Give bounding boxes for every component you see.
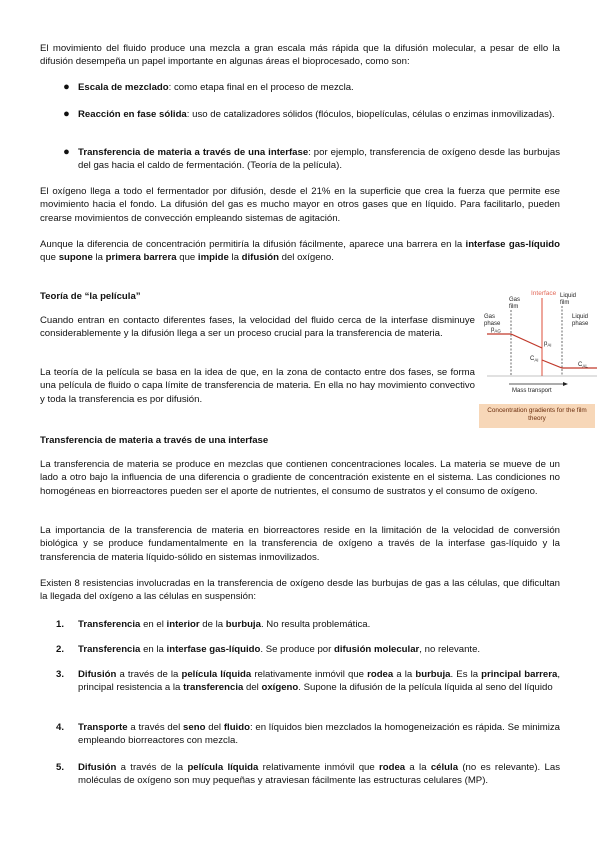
gas-phase-label-1: Gas	[484, 314, 496, 320]
bullet-item-mixing-scale: Escala de mezclado: como etapa final en el proceso de mezcla.	[78, 82, 354, 93]
transfer-paragraph-2: La importancia de la transferencia de materia en biorreactores reside en la limitación de la velocidad de conversión biológica y se produce fundamentalmente en la transferencia de oxígeno a través de la interfase gas-líquido y la transferencia de materia líquido-sólido en sistemas inmovilizados.	[40, 525, 560, 563]
film-paragraph-2: La teoría de la película se basa en la idea de que, en la zona de contacto entre dos fases, se forma una película de fluido o capa límite de transferencia de materia. En ella no hay movimiento convectivo y toda la transferencia es por difusión.	[40, 367, 475, 405]
liquid-gradient-line	[542, 360, 597, 368]
gas-film-label-1: Gas	[509, 297, 521, 303]
list-item-resistance-3: Difusión a través de la película líquida relativamente inmóvil que rodea a la burbuja. Es la principal barrera, principal resistencia a la transferencia del oxígeno. Supone la difusión de la película líquida al seno del líquido	[78, 669, 560, 694]
c-ai-label: $C_{Ai}$	[530, 356, 539, 363]
list-number: 3.	[56, 669, 65, 680]
bullet-dot: ●	[63, 81, 70, 93]
gas-phase-label-2: phase	[484, 321, 501, 327]
mass-transport-label: Mass transport	[512, 388, 552, 394]
figure-caption: Concentration gradients for the film theory	[479, 404, 595, 428]
list-item-resistance-4: Transporte a través del seno del fluido: en líquidos bien mezclados la homogeneización es rápida. Se minimiza empleando biorreactores con mezcla.	[78, 722, 560, 747]
gas-film-label-2: film	[509, 304, 519, 310]
liquid-phase-label-2: phase	[572, 321, 589, 327]
liquid-film-label-2: film	[560, 300, 570, 306]
list-item-resistance-5: Difusión a través de la película líquida relativamente inmóvil que rodea a la célula (no es relevante). Las moléculas de oxígeno son muy pequeñas y atraviesan fácilmente las estructuras celulares (MP).	[78, 762, 560, 787]
film-paragraph-1: Cuando entran en contacto diferentes fases, la velocidad del fluido cerca de la interfase disminuye considerablemente y la difusión llega a ser un proceso crucial para la transferencia de materia.	[40, 315, 475, 340]
c-al-label: $C_{AL}$	[578, 362, 588, 369]
list-item-resistance-2: Transferencia en la interfase gas-líquido. Se produce por difusión molecular, no relevante.	[78, 644, 481, 655]
intro-paragraph: El movimiento del fluido produce una mezcla a gran escala más rápida que la difusión molecular, a pesar de ello la difusión desempeña un papel importante en algunas áreas el bioprocesado, como son:	[40, 43, 560, 68]
list-item-resistance-1: Transferencia en el interior de la burbuja. No resulta problemática.	[78, 619, 371, 630]
list-number: 5.	[56, 762, 65, 773]
interface-label: Interface	[531, 290, 557, 297]
bullet-item-interface-transfer: Transferencia de materia a través de una interfase: por ejemplo, transferencia de oxígeno desde las burbujas del gas hacia el caldo de fermentación. (Teoría de la película).	[78, 147, 561, 172]
bullet-dot: ●	[63, 146, 70, 158]
p-ag-label: $p_{AG}$	[491, 327, 501, 334]
list-number: 4.	[56, 722, 65, 733]
transfer-paragraph-3: Existen 8 resistencias involucradas en la transferencia de oxígeno desde las burbujas de gas a las células, que dificultan la llegada del oxígeno a las células en suspensión:	[40, 578, 560, 603]
heading-interface-transfer: Transferencia de materia a través de una interfase	[40, 435, 269, 446]
barrier-paragraph: Aunque la diferencia de concentración permitiría la difusión fácilmente, aparece una barrera en la interfase gas-líquido que supone la primera barrera que impide la difusión del oxígeno.	[40, 239, 560, 264]
bullet-item-solid-phase: Reacción en fase sólida: uso de catalizadores sólidos (flóculos, biopelículas, células o enzimas inmovilizadas).	[78, 109, 555, 120]
liquid-film-label-1: Liquid	[560, 293, 577, 299]
transfer-paragraph-1: La transferencia de materia se produce en mezclas que contienen concentraciones locales. La materia se mueve de un lado a otro bajo la influencia de una diferencia o gradiente de concentración existente en el sistema. Las condiciones no homogéneas en biorreactores pueden ser el aporte de nutrientes, el consumo de sustratos y el consumo de oxígeno.	[40, 459, 560, 497]
heading-film-theory: Teoría de “la película”	[40, 291, 141, 302]
gas-gradient-line	[487, 334, 542, 348]
oxygen-paragraph: El oxígeno llega a todo el fermentador por difusión, desde el 21% en la superficie que crea la fuerza que permite ese movimiento hacia el fondo. La difusión del gas es mucho mayor en otros gases que en líquido. Para facilitarlo, pueden crearse movimientos de convección empleando sistemas de agitación.	[40, 186, 560, 224]
list-number: 2.	[56, 644, 65, 655]
arrow-head-icon	[563, 382, 568, 386]
list-number: 1.	[56, 619, 65, 630]
p-ai-label: $p_{Ai}$	[544, 341, 552, 348]
bullet-dot: ●	[63, 108, 70, 120]
liquid-phase-label-1: Liquid	[572, 314, 589, 320]
